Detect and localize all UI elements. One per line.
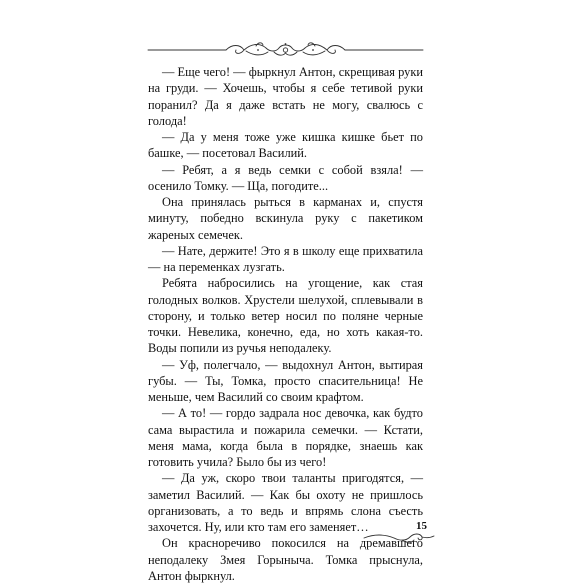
paragraph: — Ребят, а я ведь семки с собой взяла! — осенило Томку. — Ща, погодите... [148, 162, 423, 193]
page-number: 15 [416, 520, 427, 532]
paragraph: Она принялась рыться в карманах и, спустя минуту, победно вскинула руку с пакетиком жареных семечек. [148, 195, 423, 242]
swirl-flourish-icon [362, 530, 436, 544]
paragraph: Он красноречиво покосился на дремавшего неподалеку Змея Горыныча. Томка прыснула, Антон фыркнул. [148, 536, 423, 583]
main-text [148, 64, 423, 584]
paragraph: — Да у меня тоже уже кишка кишке бьет по башке, — посетовал Василий. [148, 130, 423, 161]
paragraph: — Еще чего! — фыркнул Антон, скрещивая руки на груди. — Хочешь, чтобы я себе тетивой руки поранил? Да я даже встать не могу, свалюсь с голода! [148, 65, 423, 128]
paragraph: — Уф, полегчало, — выдохнул Антон, вытирая губы. — Ты, Томка, просто спасительница! Не меньше, чем Василий со своим крафтом. [148, 357, 423, 404]
paragraph: — Нате, держите! Это я в школу еще прихватила — на переменках лузгать. [148, 243, 423, 274]
paragraph: — А то! — гордо задрала нос девочка, как будто сама вырастила и пожарила семечки. — Кстати, меня мама, когда была в порядке, знаешь как готовить учила? Было бы из чего! [148, 406, 423, 469]
paragraph: Ребята набросились на угощение, как стая голодных волков. Хрустели шелухой, сплевывали в сторону, и только ветер носил по поляне черные точки. Невелика, конечно, еда, но хоть какая-то. Воды попили из ручья неподалеку. [148, 276, 423, 356]
flourish-divider-icon [148, 40, 423, 60]
paragraph: — Да уж, скоро твои таланты пригодятся, — заметил Василий. — Как бы охоту не пришлось организовать, а то ведь и впрямь слона съесть захочется. Ну, или кто там его заменяет… [148, 471, 423, 534]
